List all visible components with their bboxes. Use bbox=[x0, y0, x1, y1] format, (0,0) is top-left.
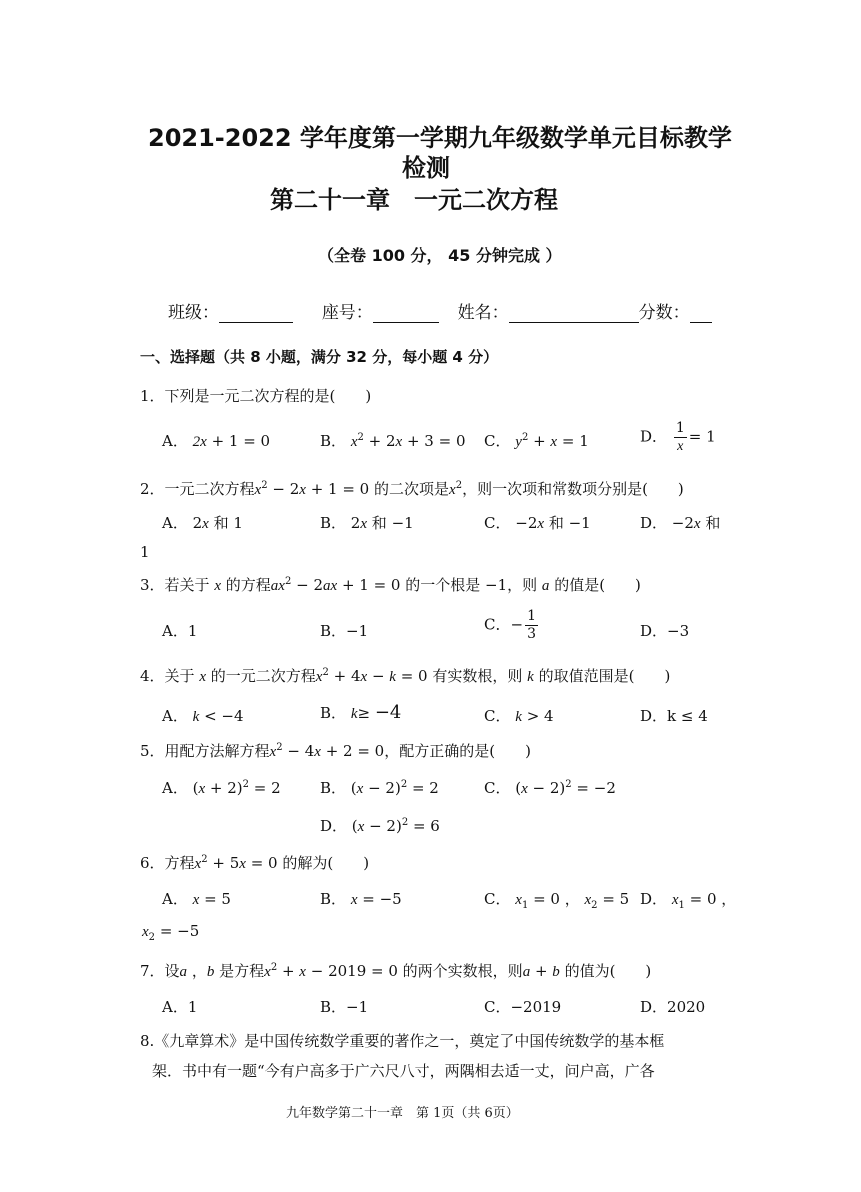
class-blank[interactable] bbox=[219, 304, 293, 323]
q7-option-b: B．−1 bbox=[320, 998, 369, 1016]
score-label: 分数： bbox=[638, 303, 690, 323]
q5-option-d: D． $(x - 2)^2 = 6$ bbox=[320, 817, 440, 835]
q4-option-d: D．k ≤ 4 bbox=[640, 707, 708, 725]
q3-stem: 3．若关于 x 的方程$ax^2 - 2ax + 1 = 0$ 的一个根是 −1，则 a 的值是( ) bbox=[140, 576, 641, 594]
doc-title-line2: 检测 bbox=[402, 154, 450, 182]
q6-option-c: C． $x_1 = 0$ ， $x_2 = 5$ bbox=[484, 890, 630, 911]
q3-option-d: D．−3 bbox=[640, 622, 690, 640]
q6-option-d: D． $x_1 = 0$ ， bbox=[640, 890, 737, 911]
score-blank[interactable] bbox=[690, 304, 712, 323]
doc-subtitle: （全卷 100 分， 45 分钟完成 ） bbox=[318, 246, 562, 265]
q7-stem: 7．设a ，b 是方程$x^2 + x - 2019 = 0$ 的两个实数根，则a + b 的值为( ) bbox=[140, 962, 652, 980]
q1-stem: 1．下列是一元二次方程的是( ) bbox=[140, 387, 372, 405]
seat-label: 座号： bbox=[321, 303, 373, 323]
name-label: 姓名： bbox=[457, 303, 509, 323]
q8-line2: 架．书中有一题“今有户高多于广六尺八寸，两隅相去适一丈，问户高，广各 bbox=[152, 1062, 655, 1080]
q4-stem: 4．关于 x 的一元二次方程$x^2 + 4x - k = 0$ 有实数根，则 k 的取值范围是( ) bbox=[140, 667, 671, 685]
seat-blank[interactable] bbox=[373, 304, 439, 323]
q3-option-c: C．− $\frac{1}{3}$ bbox=[484, 608, 536, 642]
q5-option-a: A． $(x + 2)^2 = 2$ bbox=[162, 779, 281, 797]
q4-option-a: A． k < −4 bbox=[162, 707, 244, 725]
q4-option-c: C． k > 4 bbox=[484, 707, 554, 725]
q2-option-c: C． −2x 和 −1 bbox=[484, 514, 591, 532]
page-footer: 九年数学第二十一章 第 1页（共 6页） bbox=[286, 1106, 519, 1121]
class-label: 班级： bbox=[168, 303, 219, 323]
q5-option-c: C． $(x - 2)^2 = -2$ bbox=[484, 779, 616, 797]
q8-line1: 8.《九章算术》是中国传统数学重要的著作之一，奠定了中国传统数学的基本框 bbox=[140, 1032, 665, 1050]
q6-option-a: A． x = 5 bbox=[162, 890, 231, 908]
q6-option-b: B． x = −5 bbox=[320, 890, 402, 908]
doc-title-line3: 第二十一章 一元二次方程 bbox=[270, 186, 558, 214]
info-line bbox=[168, 298, 712, 323]
q2-option-b: B． 2x 和 −1 bbox=[320, 514, 414, 532]
q5-stem: 5．用配方法解方程$x^2 - 4x + 2 = 0$，配方正确的是( ) bbox=[140, 742, 531, 760]
q6-option-d-wrap: $x_2 = -5$ bbox=[142, 922, 200, 943]
q1-option-a: A． 2x + 1 = 0 bbox=[162, 432, 271, 450]
q2-option-a: A． 2x 和 1 bbox=[162, 514, 243, 532]
q5-option-b: B． $(x - 2)^2 = 2$ bbox=[320, 779, 439, 797]
q2-option-d: D． −2x 和 bbox=[640, 514, 721, 532]
q1-option-b: B． $x^2 + 2x + 3 = 0$ bbox=[320, 432, 466, 450]
q3-option-a: A．1 bbox=[162, 622, 198, 640]
q1-option-c: C． $y^2 + x = 1$ bbox=[484, 432, 589, 450]
q3-option-b: B．−1 bbox=[320, 622, 369, 640]
q6-stem: 6．方程$x^2 + 5x = 0$ 的解为( ) bbox=[140, 854, 370, 872]
doc-title-line1: 2021-2022 学年度第一学期九年级数学单元目标教学 bbox=[148, 124, 732, 152]
q7-option-c: C．−2019 bbox=[484, 998, 562, 1016]
q7-option-d: D．2020 bbox=[640, 998, 706, 1016]
q2-option-d-wrap: 1 bbox=[140, 543, 150, 561]
q1-option-d: D． $\frac{1}{x}$ = 1 bbox=[640, 420, 716, 454]
q7-option-a: A．1 bbox=[162, 998, 198, 1016]
q4-option-b: B． k≥ −4 bbox=[320, 702, 402, 723]
q2-stem: 2．一元二次方程$x^2 - 2x + 1 = 0$ 的二次项是$x^2$，则一次项和常数项分别是( ) bbox=[140, 480, 684, 498]
name-blank[interactable] bbox=[509, 304, 639, 323]
section-heading: 一、选择题（共 8 小题，满分 32 分，每小题 4 分） bbox=[140, 348, 499, 366]
